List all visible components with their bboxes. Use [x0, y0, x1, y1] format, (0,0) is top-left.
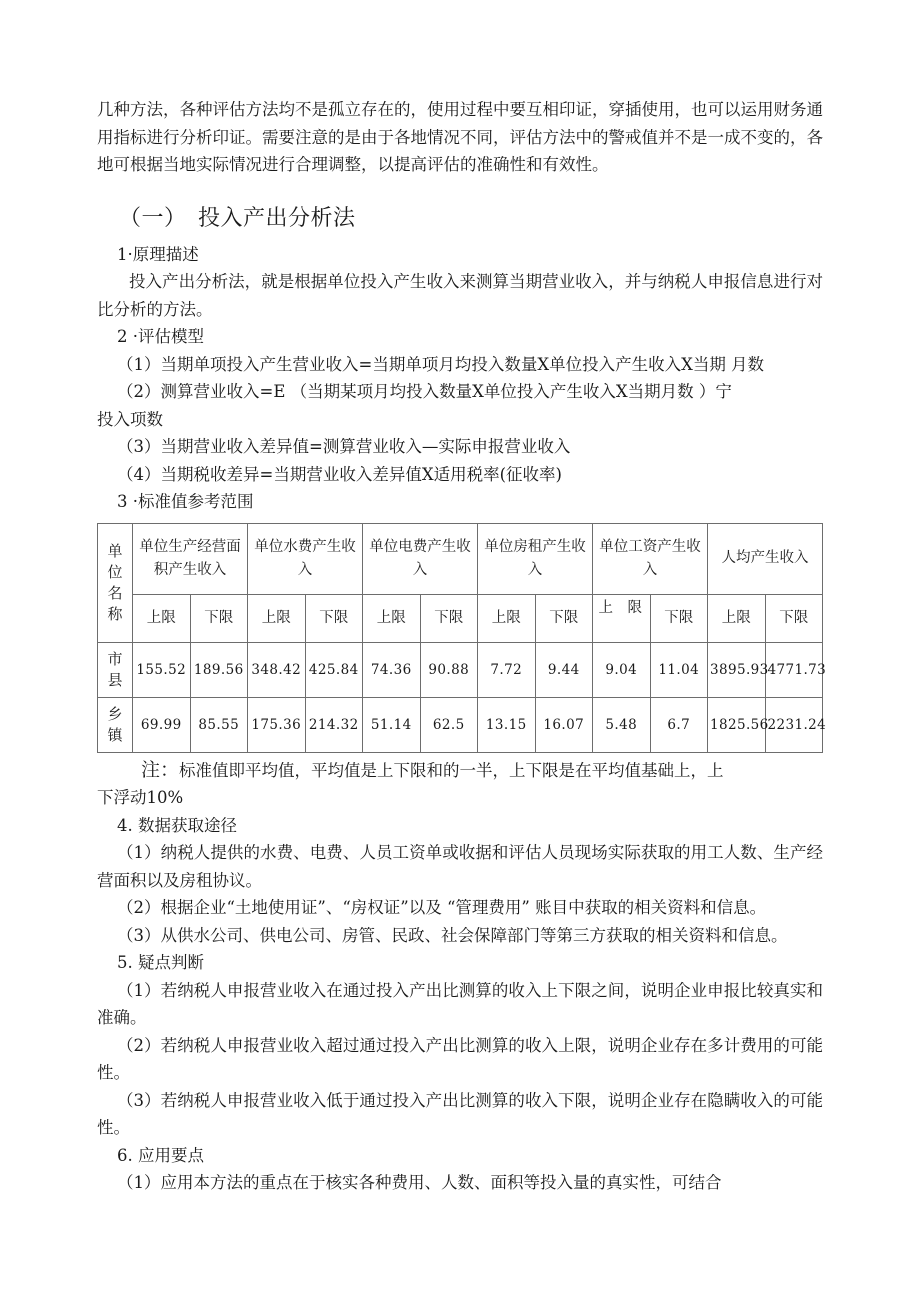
cell-r0-c0: 155.52 — [133, 642, 191, 697]
formula-3: （3）当期营业收入差异值=测算营业收入—实际申报营业收入 — [117, 437, 571, 456]
cell-r0-c6: 7.72 — [478, 642, 536, 697]
unit-name-stacked — [100, 541, 130, 625]
cell-r0-c7: 9.44 — [535, 642, 593, 697]
item4-point-1: （1）纳税人提供的水费、电费、人员工资单或收据和评估人员现场实际获取的用工人数、生产经营面积以及房租协议。 — [97, 843, 823, 890]
subheader-lower-6: 下限 — [765, 594, 823, 642]
formula-2-continuation: 投入项数 — [97, 409, 163, 429]
table-corner-unit-name — [98, 523, 133, 642]
item5-point-2: （2）若纳税人申报营业收入超过通过投入产出比测算的收入上限，说明企业存在多计费用的可能性。 — [97, 1035, 823, 1082]
subheader-lower-1: 下限 — [190, 594, 248, 642]
cell-r0-c9: 11.04 — [650, 642, 708, 697]
group-header-area: 单位生产经营面积产生收入 — [133, 523, 248, 594]
table-note-continuation: 下浮动10% — [97, 788, 184, 807]
table-row — [98, 697, 823, 752]
item4-point-3: （3）从供水公司、供电公司、房管、民政、社会保障部门等第三方获取的相关资料和信息。 — [117, 925, 788, 945]
cell-r1-c3: 214.32 — [305, 697, 363, 752]
cell-r0-c5: 90.88 — [420, 642, 478, 697]
cell-r1-c5: 62.5 — [420, 697, 478, 752]
subheader-upper-4: 上限 — [478, 594, 536, 642]
note-label: 注： — [141, 758, 180, 781]
cell-r0-c4: 74.36 — [363, 642, 421, 697]
cell-r1-c7: 16.07 — [535, 697, 593, 752]
row-label-char-1: 市 — [107, 649, 123, 668]
item6-title: 6. 应用要点 — [117, 1145, 204, 1165]
group-header-rent: 单位房租产生收入 — [478, 523, 593, 594]
formula-1: （1）当期单项投入产生营业收入=当期单项月均投入数量X单位投入产生收入X当期 月数 — [117, 354, 765, 374]
group-header-electric: 单位电费产生收入 — [363, 523, 478, 594]
section-heading: （一） 投入产出分析法 — [119, 205, 356, 231]
group-header-wage: 单位工资产生收入 — [593, 523, 708, 594]
cell-r0-c10: 3895.93 — [708, 642, 766, 697]
unit-name-char-3: 名 — [107, 583, 123, 602]
item5-point-1: （1）若纳税人申报营业收入在通过投入产出比测算的收入上下限之间，说明企业申报比较真实和准确。 — [97, 980, 823, 1027]
cell-r1-c9: 6.7 — [650, 697, 708, 752]
formula-2: （2）测算营业收入=E （当期某项月均投入数量X单位投入产生收入X当期月数 ）宁 — [117, 382, 732, 401]
cell-r1-c6: 13.15 — [478, 697, 536, 752]
row-label-stacked — [100, 704, 130, 746]
document-body — [97, 96, 827, 1197]
subheader-lower-5: 下限 — [650, 594, 708, 642]
subheader-upper-6: 上限 — [708, 594, 766, 642]
item5-point-3: （3）若纳税人申报营业收入低于通过投入产出比测算的收入下限，说明企业存在隐瞒收入的可能性。 — [97, 1090, 823, 1137]
subheader-lower-3: 下限 — [420, 594, 478, 642]
item1-title: 1·原理描述 — [117, 244, 199, 264]
table-note — [97, 757, 823, 785]
cell-r1-c2: 175.36 — [248, 697, 306, 752]
row-label-stacked — [100, 649, 130, 691]
row-label-township — [98, 697, 133, 752]
cell-r0-c11: 4771.73 — [765, 642, 823, 697]
subheader-upper-1: 上限 — [133, 594, 191, 642]
subheader-upper-2: 上限 — [248, 594, 306, 642]
unit-name-char-4: 称 — [107, 604, 123, 623]
item1-body: 投入产出分析法，就是根据单位投入产生收入来测算当期营业收入，并与纳税人申报信息进行对比分析的方法。 — [97, 272, 823, 319]
cell-r1-c4: 51.14 — [363, 697, 421, 752]
table-header-row-groups — [98, 523, 823, 594]
group-header-water: 单位水费产生收入 — [248, 523, 363, 594]
cell-r1-c10: 1825.56 — [708, 697, 766, 752]
unit-name-char-2: 位 — [107, 562, 123, 581]
row-label-city-county — [98, 642, 133, 697]
row-label-char-2: 县 — [107, 670, 123, 689]
cell-r1-c11: 2231.24 — [765, 697, 823, 752]
cell-r0-c8: 9.04 — [593, 642, 651, 697]
item2-title: 2 ·评估模型 — [117, 327, 204, 346]
formula-4: （4）当期税收差异=当期营业收入差异值X适用税率(征收率) — [117, 464, 562, 484]
item3-title: 3 ·标准值参考范围 — [117, 492, 254, 511]
standard-value-table — [97, 523, 827, 753]
cell-r0-c1: 189.56 — [190, 642, 248, 697]
table-row — [98, 642, 823, 697]
item6-point-1: （1）应用本方法的重点在于核实各种费用、人数、面积等投入量的真实性，可结合 — [117, 1173, 722, 1192]
cell-r1-c0: 69.99 — [133, 697, 191, 752]
row-label-char-2: 镇 — [107, 725, 123, 744]
intro-paragraph: 几种方法，各种评估方法均不是孤立存在的，使用过程中要互相印证，穿插使用，也可以运用财务通用指标进行分析印证。需要注意的是由于各地情况不同，评估方法中的警戒值并不是一成不变的，各地可根据当地实际情况进行合理调整，以提高评估的准确性和有效性。 — [97, 100, 823, 174]
cell-r0-c3: 425.84 — [305, 642, 363, 697]
cell-r1-c8: 5.48 — [593, 697, 651, 752]
cell-r0-c2: 348.42 — [248, 642, 306, 697]
row-label-char-1: 乡 — [107, 704, 123, 723]
item5-title: 5. 疑点判断 — [117, 953, 204, 972]
item4-point-2: （2）根据企业“土地使用证”、“房权证”以及 “管理费用” 账目中获取的相关资料和信息。 — [117, 898, 767, 917]
subheader-lower-2: 下限 — [305, 594, 363, 642]
note-text: 标准值即平均值，平均值是上下限和的一半，上下限是在平均值基础上，上 — [179, 760, 724, 780]
group-header-percapita: 人均产生收入 — [708, 523, 823, 594]
cell-r1-c1: 85.55 — [190, 697, 248, 752]
subheader-upper-5: 上 限 — [593, 594, 651, 642]
subheader-upper-3: 上限 — [363, 594, 421, 642]
table-header-row-limits — [98, 594, 823, 642]
unit-name-char-1: 单 — [107, 541, 123, 560]
item4-title: 4. 数据获取途径 — [117, 815, 237, 835]
subheader-lower-4: 下限 — [535, 594, 593, 642]
